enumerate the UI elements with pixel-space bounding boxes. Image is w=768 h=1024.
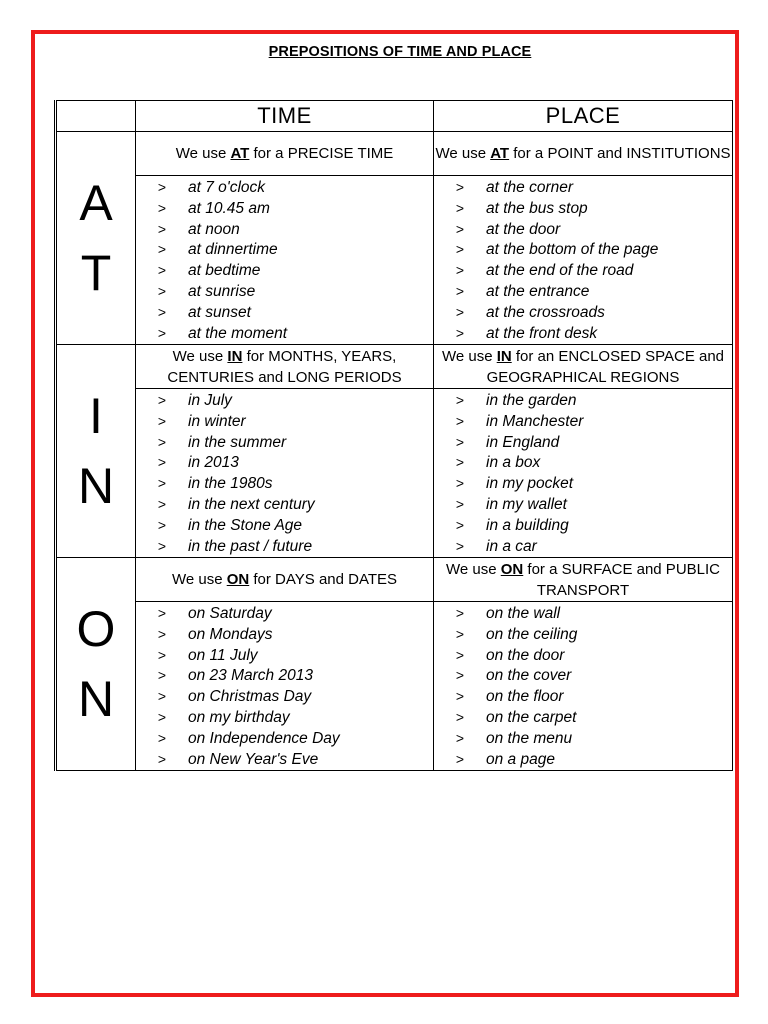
rule-text: We use — [441, 347, 497, 365]
bullet-icon: > — [455, 495, 465, 512]
example-text: at the moment — [188, 324, 288, 342]
bullet-icon: > — [157, 475, 167, 492]
example-item — [434, 624, 732, 645]
preposition-letters — [56, 345, 136, 558]
example-text: at the bottom of the page — [486, 241, 659, 259]
example-item — [136, 473, 433, 494]
bullet-icon: > — [157, 625, 167, 642]
place-rule — [434, 132, 733, 176]
rule-keyword: AT — [490, 145, 510, 162]
bullet-icon: > — [455, 625, 465, 642]
example-item — [136, 494, 433, 515]
time-rule — [136, 345, 434, 389]
example-text: on my birthday — [188, 708, 290, 726]
example-text: at the end of the road — [486, 262, 634, 280]
example-text: on the ceiling — [486, 625, 578, 643]
example-text: on Christmas Day — [188, 688, 312, 706]
bullet-icon: > — [157, 646, 167, 663]
example-item — [434, 645, 732, 666]
preposition-letter: I — [89, 388, 103, 444]
time-examples — [136, 176, 434, 345]
bullet-icon: > — [157, 433, 167, 450]
bullet-icon: > — [157, 667, 167, 684]
example-item — [434, 728, 732, 749]
examples-row — [56, 389, 733, 558]
bullet-icon: > — [455, 605, 465, 621]
examples-row — [56, 602, 733, 771]
example-item — [136, 198, 433, 219]
example-item — [434, 302, 732, 323]
example-text: in the Stone Age — [188, 516, 303, 534]
example-text: at the door — [486, 220, 561, 238]
time-header: TIME — [136, 101, 434, 132]
bullet-icon: > — [455, 454, 465, 471]
place-examples — [434, 176, 733, 345]
example-text: in 2013 — [188, 454, 239, 472]
bullet-icon: > — [455, 708, 465, 725]
rule-keyword: AT — [230, 145, 250, 162]
rule-keyword: IN — [496, 347, 512, 365]
example-text: on the menu — [486, 729, 573, 747]
corner-cell — [56, 101, 136, 132]
bullet-icon: > — [455, 537, 465, 554]
bullet-icon: > — [455, 262, 465, 279]
rule-text: for an ENCLOSED SPACE and GEOGRAPHICAL REGIONS — [486, 347, 725, 386]
bullet-icon: > — [455, 324, 465, 341]
examples-row — [56, 176, 733, 345]
example-text: on the floor — [486, 688, 564, 706]
time-examples — [136, 602, 434, 771]
example-text: at the bus stop — [486, 199, 588, 217]
rule-row — [56, 345, 733, 389]
example-item — [434, 390, 732, 411]
example-text: at sunset — [188, 303, 251, 321]
bullet-icon: > — [157, 324, 167, 341]
example-text: on 11 July — [188, 646, 258, 664]
example-item — [434, 452, 732, 473]
example-text: on New Year's Eve — [188, 750, 319, 768]
example-item — [136, 749, 433, 770]
rule-text: for a PRECISE TIME — [249, 145, 394, 162]
preposition-letter: A — [79, 175, 113, 231]
example-item — [434, 239, 732, 260]
example-text: in the 1980s — [188, 475, 273, 493]
time-rule — [136, 132, 434, 176]
rule-text: for DAYS and DATES — [249, 571, 398, 588]
time-examples — [136, 389, 434, 558]
example-text: in the next century — [188, 495, 315, 513]
page-title: PREPOSITIONS OF TIME AND PLACE — [268, 44, 532, 60]
example-text: at the entrance — [486, 282, 590, 300]
example-text: on Mondays — [188, 625, 273, 643]
example-text: in July — [188, 392, 232, 409]
example-text: in England — [486, 433, 560, 451]
example-item — [434, 411, 732, 432]
bullet-icon: > — [455, 433, 465, 450]
example-text: at the front desk — [486, 324, 598, 342]
bullet-icon: > — [157, 220, 167, 237]
bullet-icon: > — [157, 454, 167, 471]
example-item — [136, 432, 433, 453]
bullet-icon: > — [455, 667, 465, 684]
example-item — [136, 665, 433, 686]
example-item — [136, 603, 433, 624]
example-text: in the past / future — [188, 537, 313, 555]
bullet-icon: > — [157, 495, 167, 512]
example-text: in my wallet — [486, 495, 567, 513]
example-item — [136, 686, 433, 707]
example-item — [434, 536, 732, 557]
example-item — [136, 177, 433, 198]
bullet-icon: > — [157, 708, 167, 725]
example-item — [434, 515, 732, 536]
example-item — [136, 515, 433, 536]
bullet-icon: > — [157, 605, 167, 621]
example-text: at 10.45 am — [188, 199, 270, 217]
example-item — [434, 260, 732, 281]
rule-text: We use — [172, 347, 228, 365]
bullet-icon: > — [455, 750, 465, 767]
bullet-icon: > — [157, 516, 167, 533]
example-item — [136, 219, 433, 240]
bullet-icon: > — [455, 688, 465, 705]
rule-keyword: IN — [227, 347, 243, 365]
example-text: on 23 March 2013 — [188, 667, 313, 685]
rule-text: for a SURFACE and PUBLIC TRANSPORT — [523, 560, 720, 599]
example-text: on the cover — [486, 667, 572, 685]
example-item — [136, 281, 433, 302]
rule-row — [56, 132, 733, 176]
bullet-icon: > — [455, 241, 465, 258]
bullet-icon: > — [455, 179, 465, 195]
example-item — [434, 707, 732, 728]
prepositions-table — [54, 100, 733, 771]
example-item — [136, 452, 433, 473]
example-item — [136, 536, 433, 557]
rule-text: We use — [171, 571, 227, 588]
bullet-icon: > — [455, 392, 465, 408]
place-examples — [434, 389, 733, 558]
bullet-icon: > — [455, 475, 465, 492]
example-item — [434, 198, 732, 219]
rule-row — [56, 558, 733, 602]
example-item — [136, 302, 433, 323]
example-text: at the crossroads — [486, 303, 605, 321]
place-rule — [434, 345, 733, 389]
example-text: in a car — [486, 537, 537, 555]
example-item — [434, 323, 732, 344]
example-text: in winter — [188, 412, 246, 430]
example-text: on Saturday — [188, 605, 272, 622]
bullet-icon: > — [455, 199, 465, 216]
example-text: at noon — [188, 220, 240, 238]
bullet-icon: > — [455, 412, 465, 429]
bullet-icon: > — [455, 646, 465, 663]
rule-text: for MONTHS, YEARS, CENTURIES and LONG PERIODS — [167, 347, 402, 386]
example-item — [434, 473, 732, 494]
example-item — [136, 260, 433, 281]
example-item — [136, 239, 433, 260]
example-text: in the summer — [188, 433, 287, 451]
example-item — [434, 686, 732, 707]
example-text: at dinnertime — [188, 241, 278, 259]
bullet-icon: > — [157, 392, 167, 408]
example-text: in the garden — [486, 392, 577, 409]
bullet-icon: > — [455, 282, 465, 299]
preposition-letter: N — [77, 458, 115, 514]
example-text: on the wall — [486, 605, 561, 622]
example-item — [434, 494, 732, 515]
example-text: in my pocket — [486, 475, 574, 493]
rule-text: We use — [446, 560, 501, 578]
rule-text: We use — [175, 145, 231, 162]
example-item — [434, 281, 732, 302]
sections-body — [56, 132, 733, 771]
example-item — [434, 603, 732, 624]
example-item — [434, 749, 732, 770]
bullet-icon: > — [157, 262, 167, 279]
preposition-letter: T — [80, 245, 112, 301]
example-text: in a building — [486, 516, 569, 534]
time-rule — [136, 558, 434, 602]
bullet-icon: > — [157, 412, 167, 429]
bullet-icon: > — [157, 241, 167, 258]
example-text: in a box — [486, 454, 541, 472]
preposition-letters — [56, 558, 136, 771]
place-examples — [434, 602, 733, 771]
example-item — [136, 390, 433, 411]
rule-keyword: ON — [500, 560, 524, 578]
bullet-icon: > — [157, 282, 167, 299]
bullet-icon: > — [157, 179, 167, 195]
rule-keyword: ON — [226, 571, 250, 588]
rule-text: for a POINT and INSTITUTIONS — [509, 145, 731, 162]
example-item — [136, 645, 433, 666]
bullet-icon: > — [157, 688, 167, 705]
bullet-icon: > — [157, 199, 167, 216]
example-item — [434, 177, 732, 198]
example-item — [136, 728, 433, 749]
example-text: on the door — [486, 646, 565, 664]
example-text: at 7 o'clock — [188, 179, 266, 196]
example-text: at the corner — [486, 179, 574, 196]
rule-text: We use — [435, 145, 491, 162]
example-item — [434, 219, 732, 240]
example-item — [434, 432, 732, 453]
example-text: on a page — [486, 750, 555, 768]
bullet-icon: > — [455, 516, 465, 533]
bullet-icon: > — [455, 220, 465, 237]
example-item — [136, 707, 433, 728]
bullet-icon: > — [157, 303, 167, 320]
bullet-icon: > — [157, 537, 167, 554]
bullet-icon: > — [157, 729, 167, 746]
example-item — [136, 323, 433, 344]
example-text: in Manchester — [486, 412, 584, 430]
preposition-letter: O — [76, 601, 116, 657]
example-text: on the carpet — [486, 708, 577, 726]
preposition-letter: N — [77, 671, 115, 727]
example-item — [434, 665, 732, 686]
bullet-icon: > — [455, 729, 465, 746]
example-item — [136, 624, 433, 645]
place-rule — [434, 558, 733, 602]
example-text: at bedtime — [188, 262, 261, 280]
example-item — [136, 411, 433, 432]
example-text: on Independence Day — [188, 729, 340, 747]
preposition-letters — [56, 132, 136, 345]
bullet-icon: > — [455, 303, 465, 320]
bullet-icon: > — [157, 750, 167, 767]
example-text: at sunrise — [188, 282, 256, 300]
place-header: PLACE — [434, 101, 733, 132]
